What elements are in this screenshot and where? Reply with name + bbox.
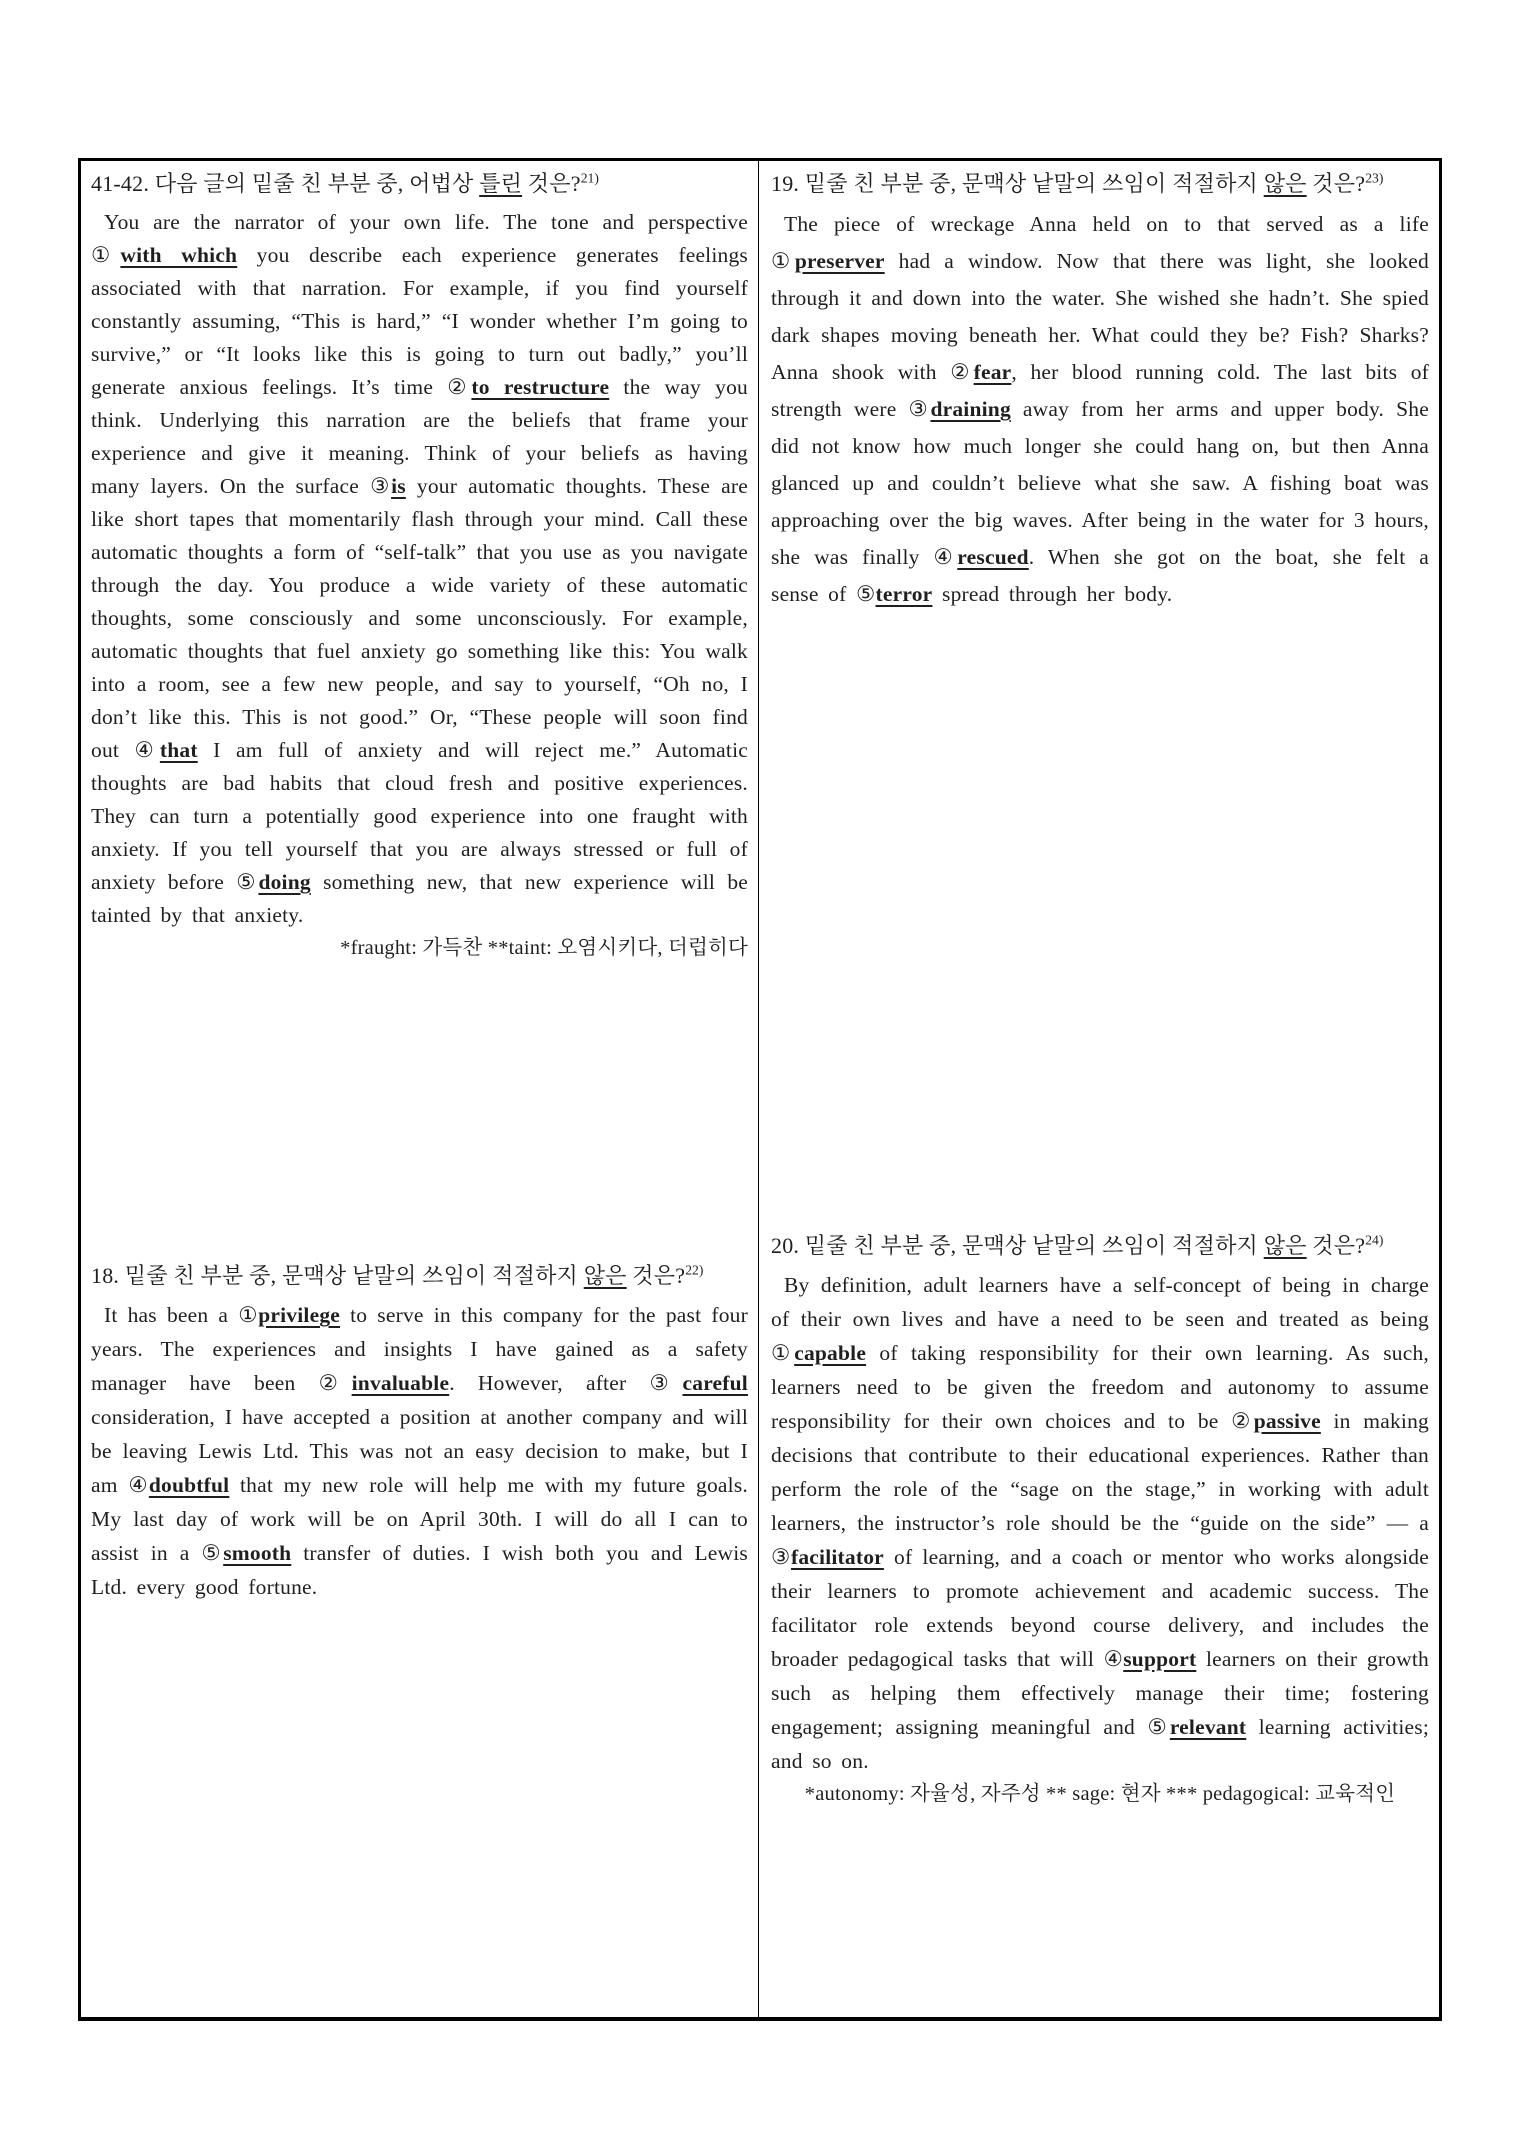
- question-18-title: 18. 밑줄 친 부분 중, 문맥상 낱말의 쓰임이 적절하지 않은 것은?$^{22)}$: [91, 1262, 704, 1288]
- question-19-title: 19. 밑줄 친 부분 중, 문맥상 낱말의 쓰임이 적절하지 않은 것은?$^{23)}$: [771, 170, 1384, 196]
- choice-number-marker: ①: [91, 243, 121, 267]
- choice-number-marker: ③: [771, 1545, 791, 1569]
- choice-number-marker: ①: [771, 1341, 795, 1365]
- question-20: [771, 1231, 1429, 1810]
- column-divider: [758, 161, 759, 2017]
- question-41-42: [91, 169, 748, 964]
- question-19: [771, 169, 1429, 613]
- question-41-42-footnote: *fraught: 가득찬 **taint: 오염시키다, 더럽히다: [340, 937, 748, 959]
- choice-number-marker: ④: [1103, 1647, 1124, 1671]
- choice-number-marker: ⑤: [201, 1541, 224, 1565]
- choice-number-marker: ③: [649, 1371, 683, 1395]
- question-19-passage: The piece of wreckage Anna held on to that served as a life ①preserver had a window. Now that there was light, she looked through it and down into the water. She wished she hadn’t. She spied dark shapes moving beneath her. What could they be? Fish? Sharks? Anna shook with ②fear, her blood running cold. The last bits of strength were ③draining away from her arms and upper body. She did not know how much longer she could hang on, but then Anna glanced up and couldn’t believe what she saw. A fishing boat was approaching over the big waves. After being in the water for 3 hours, she was finally ④rescued. When she got on the boat, she felt a sense of ⑤terror spread through her body.: [771, 212, 1429, 606]
- choice-number-marker: ⑤: [856, 582, 876, 606]
- question-18-passage: It has been a ①privilege to serve in this company for the past four years. The experiences and insights I have gained as a safety manager have been ②invaluable. However, after ③careful consideration, I have accepted a position at another company and will be leaving Lewis Ltd. This was not an easy decision to make, but I am ④doubtful that my new role will help me with my future goals. My last day of work will be on April 30th. I will do all I can to assist in a ⑤smooth transfer of duties. I wish both you and Lewis Ltd. every good fortune.: [91, 1303, 748, 1599]
- question-41-42-passage: You are the narrator of your own life. The tone and perspective ①with which you describe each experience generates feelings associated with that narration. For example, if you find yourself constantly assuming, “This is hard,” “I wonder whether I’m going to survive,” or “It looks like this is going to turn out badly,” you’ll generate anxious feelings. It’s time ②to restructure the way you think. Underlying this narration are the beliefs that frame your experience and give it meaning. Think of your beliefs as having many layers. On the surface ③is your automatic thoughts. These are like short tapes that momentarily flash through your mind. Call these automatic thoughts a form of “self-talk” that you use as you navigate through the day. You produce a wide variety of these automatic thoughts, some consciously and some unconsciously. For example, automatic thoughts that fuel anxiety go something like this: You walk into a room, see a few new people, and say to yourself, “Oh no, I don’t like this. This is not good.” Or, “These people will soon find out ④that I am full of anxiety and will reject me.” Automatic thoughts are bad habits that cloud fresh and positive experiences. They can turn a potentially good experience into one fraught with anxiety. If you tell yourself that you are always stressed or full of anxiety before ⑤doing something new, that new experience will be tainted by that anxiety.: [91, 210, 749, 927]
- choice-number-marker: ④: [933, 545, 958, 569]
- choice-number-marker: ②: [447, 375, 472, 399]
- choice-number-marker: ③: [908, 397, 931, 421]
- choice-number-marker: ⑤: [1147, 1715, 1170, 1739]
- choice-number-marker: ②: [1231, 1409, 1254, 1433]
- exam-sheet-border: [78, 158, 1442, 2021]
- choice-number-marker: ⑤: [236, 870, 259, 894]
- question-20-title: 20. 밑줄 친 부분 중, 문맥상 낱말의 쓰임이 적절하지 않은 것은?$^{24)}$: [771, 1232, 1384, 1258]
- question-41-42-title: 41-42. 다음 글의 밑줄 친 부분 중, 어법상 틀린 것은?$^{21)}$: [91, 170, 599, 196]
- question-18: [91, 1261, 748, 1604]
- choice-number-marker: ①: [771, 249, 795, 273]
- choice-number-marker: ④: [128, 1473, 149, 1497]
- choice-number-marker: ①: [238, 1303, 259, 1327]
- choice-number-marker: ③: [370, 474, 392, 498]
- choice-number-marker: ②: [318, 1371, 352, 1395]
- question-20-passage: By definition, adult learners have a self-concept of being in charge of their own lives and have a need to be seen and treated as being ①capable of taking responsibility for their own learning. As such, learners need to be given the freedom and autonomy to assume responsibility for their own choices and to be ②passive in making decisions that contribute to their educational experiences. Rather than perform the role of the “sage on the stage,” in working with adult learners, the instructor’s role should be the “guide on the side” — a ③facilitator of learning, and a coach or mentor who works alongside their learners to promote achievement and academic success. The facilitator role extends beyond course delivery, and includes the broader pedagogical tasks that will ④support learners on their growth such as helping them effectively manage their time; fostering engagement; assigning meaningful and ⑤relevant learning activities; and so on.: [771, 1273, 1429, 1773]
- choice-number-marker: ④: [134, 738, 160, 762]
- choice-number-marker: ②: [950, 360, 974, 384]
- question-20-footnote: *autonomy: 자율성, 자주성 ** sage: 현자 *** pedagogical: 교육적인: [804, 1783, 1396, 1805]
